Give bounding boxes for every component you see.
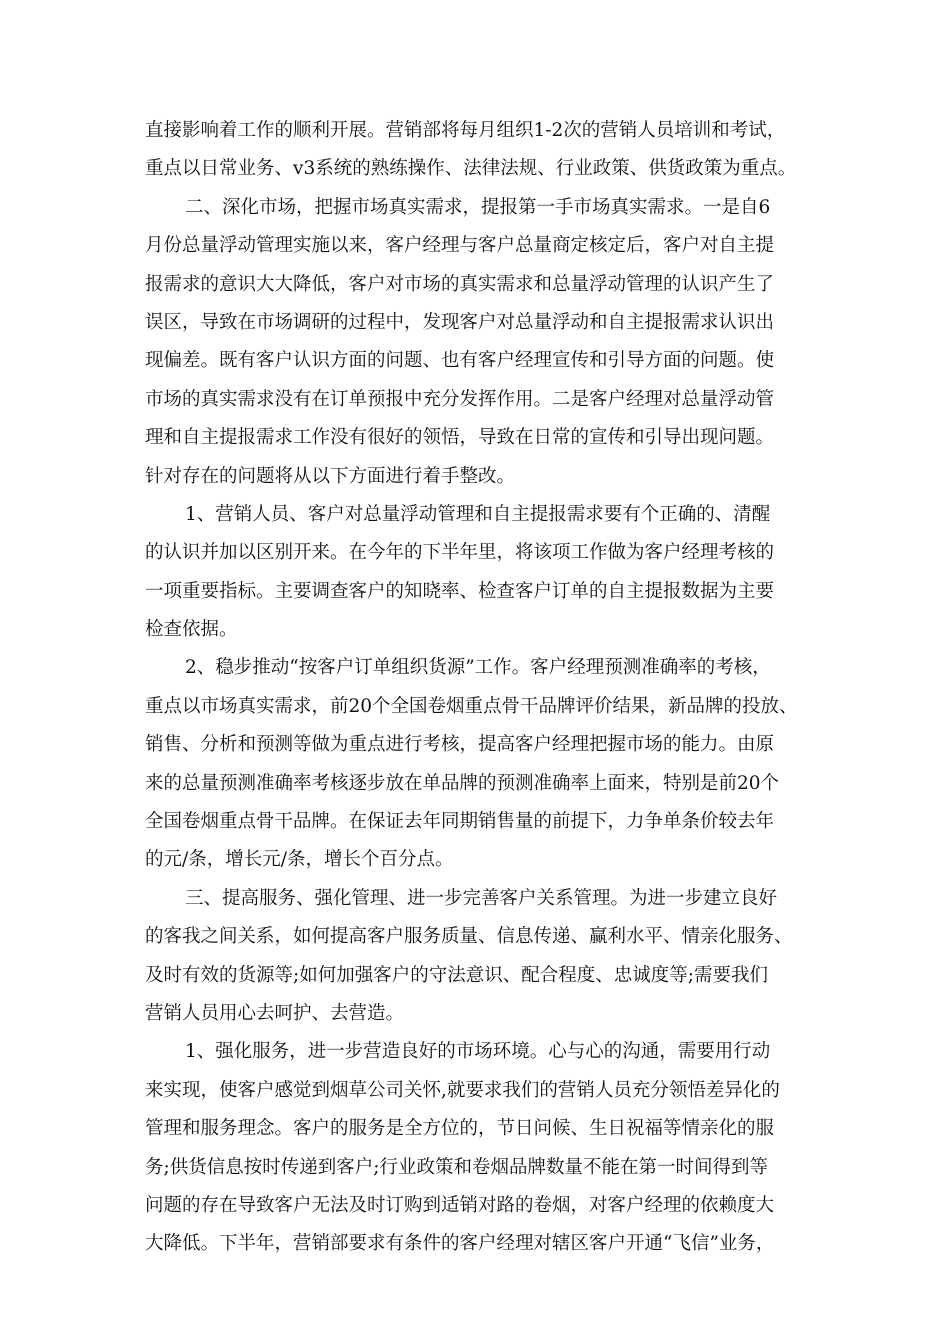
text-line: 1、强化服务，进一步营造良好的市场环境。心与心的沟通，需要用行动: [185, 1041, 771, 1063]
document-body: [145, 112, 825, 1264]
text-line: 现偏差。既有客户认识方面的问题、也有客户经理宣传和引导方面的问题。使: [145, 350, 775, 372]
text-line: 一项重要指标。主要调查客户的知晓率、检查客户订单的自主提报数据为主要: [145, 580, 775, 602]
text-line: 务;供货信息按时传递到客户;行业政策和卷烟品牌数量不能在第一时间得到等: [145, 1156, 768, 1178]
text-line: 二、深化市场，把握市场真实需求，提报第一手市场真实需求。一是自6: [185, 196, 771, 218]
text-line: 报需求的意识大大降低，客户对市场的真实需求和总量浮动管理的认识产生了: [145, 273, 775, 295]
text-line: 问题的存在导致客户无法及时订购到适销对路的卷烟，对客户经理的依赖度大: [145, 1194, 775, 1216]
text-line: 管理和服务理念。客户的服务是全方位的，节日问候、生日祝福等情亲化的服: [145, 1118, 775, 1140]
text-line: 的元/条，增长元/条，增长个百分点。: [145, 849, 454, 871]
text-line: 的认识并加以区别开来。在今年的下半年里，将该项工作做为客户经理考核的: [145, 542, 775, 564]
text-line: 针对存在的问题将从以下方面进行着手整改。: [145, 465, 516, 487]
text-line: 的客我之间关系，如何提高客户服务质量、信息传递、赢利水平、情亲化服务、: [145, 926, 793, 948]
text-line: 大降低。下半年，营销部要求有条件的客户经理对辖区客户开通“飞信”业务，: [145, 1233, 775, 1255]
text-line: 直接影响着工作的顺利开展。营销部将每月组织1-2次的营销人员培训和考试，: [145, 120, 786, 141]
text-line: 及时有效的货源等;如何加强客户的守法意识、配合程度、忠诚度等;需要我们: [145, 964, 768, 986]
text-line: 销售、分析和预测等做为重点进行考核，提高客户经理把握市场的能力。由原: [145, 734, 775, 756]
text-line: 误区，导致在市场调研的过程中，发现客户对总量浮动和自主提报需求认识出: [145, 311, 775, 333]
text-line: 检查依据。: [145, 619, 238, 641]
text-line: 重点以日常业务、v3系统的熟练操作、法律法规、行业政策、供货政策为重点。: [145, 158, 797, 180]
text-line: 来的总量预测准确率考核逐步放在单品牌的预测准确率上面来，特别是前20个: [145, 772, 780, 794]
text-line: 月份总量浮动管理实施以来，客户经理与客户总量商定核定后，客户对自主提: [145, 235, 775, 257]
text-line: 全国卷烟重点骨干品牌。在保证去年同期销售量的前提下，力争单条价较去年: [145, 811, 775, 833]
text-line: 重点以市场真实需求，前20个全国卷烟重点骨干品牌评价结果，新品牌的投放、: [145, 695, 798, 717]
text-line: 理和自主提报需求工作没有很好的领悟，导致在日常的宣传和引导出现问题。: [145, 427, 775, 449]
text-line: 三、提高服务、强化管理、进一步完善客户关系管理。为进一步建立良好: [185, 887, 778, 909]
text-line: 市场的真实需求没有在订单预报中充分发挥作用。二是客户经理对总量浮动管: [145, 388, 775, 410]
text-line: 来实现，使客户感觉到烟草公司关怀,就要求我们的营销人员充分领悟差异化的: [145, 1079, 780, 1101]
text-line: 营销人员用心去呵护、去营造。: [145, 1002, 405, 1024]
text-line: 1、营销人员、客户对总量浮动管理和自主提报需求要有个正确的、清醒: [185, 503, 771, 525]
text-line: 2、稳步推动“按客户订单组织货源”工作。客户经理预测准确率的考核，: [185, 657, 771, 679]
